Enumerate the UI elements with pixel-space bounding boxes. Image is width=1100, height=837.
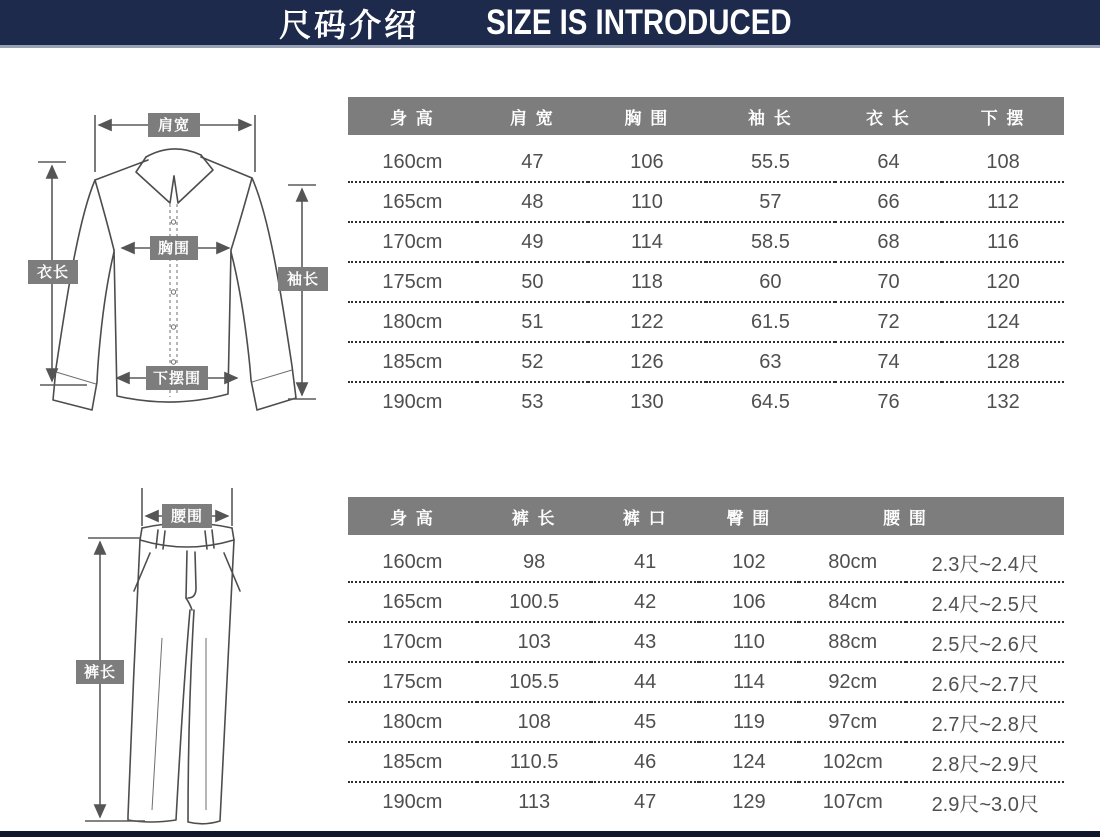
table-cell: 97cm — [799, 701, 906, 741]
col-sleeve-length: 袖 长 — [706, 97, 835, 143]
table-cell: 88cm — [799, 621, 906, 661]
table-cell: 58.5 — [706, 221, 835, 261]
table-cell: 92cm — [799, 661, 906, 701]
table-header-row — [348, 497, 1064, 543]
table-cell: 61.5 — [706, 301, 835, 341]
table-cell: 50 — [477, 261, 588, 301]
hem-measure — [117, 366, 237, 390]
table-cell: 45 — [591, 701, 698, 741]
table-cell: 113 — [477, 781, 592, 821]
shoulder-width-label: 肩宽 — [157, 117, 191, 134]
table-cell: 185cm — [348, 741, 477, 781]
table-cell: 112 — [942, 181, 1064, 221]
table-cell: 175cm — [348, 661, 477, 701]
table-cell: 160cm — [382, 150, 443, 173]
pants-size-table — [348, 497, 1064, 821]
table-cell: 122 — [588, 301, 706, 341]
table-cell: 119 — [699, 701, 799, 741]
pants-measurement-diagram — [0, 458, 350, 837]
table-cell: 102cm — [799, 741, 906, 781]
table-cell: 76 — [835, 381, 942, 421]
shoulder-width-measure — [95, 113, 255, 172]
table-cell: 41 — [633, 550, 657, 573]
bottom-divider-bar — [0, 831, 1100, 837]
table-cell: 103 — [477, 621, 592, 661]
table-cell: 72 — [835, 301, 942, 341]
col-hem: 下 摆 — [942, 97, 1064, 143]
table-cell: 2.8尺~2.9尺 — [906, 741, 1064, 781]
table-cell: 43 — [591, 621, 698, 661]
table-row — [348, 143, 1064, 181]
table-cell: 2.7尺~2.8尺 — [906, 701, 1064, 741]
table-cell: 170cm — [348, 621, 477, 661]
table-cell: 80cm — [828, 550, 878, 573]
table-row — [348, 621, 1064, 661]
table-row — [348, 301, 1064, 341]
title-chinese: 尺码介绍 — [279, 6, 420, 43]
table-cell: 106 — [699, 581, 799, 621]
table-cell: 126 — [588, 341, 706, 381]
table-cell: 185cm — [348, 341, 477, 381]
table-cell: 132 — [942, 381, 1064, 421]
col-pants-length: 裤 长 — [477, 497, 592, 543]
table-cell: 118 — [588, 261, 706, 301]
table-cell: 180cm — [348, 301, 477, 341]
table-cell: 175cm — [348, 261, 477, 301]
table-cell: 120 — [942, 261, 1064, 301]
table-cell: 55.5 — [750, 150, 790, 173]
sleeve-length-measure — [278, 185, 328, 399]
table-cell: 190cm — [348, 781, 477, 821]
table-row — [348, 741, 1064, 781]
table-row — [348, 221, 1064, 261]
table-cell: 180cm — [348, 701, 477, 741]
title-english: SIZE IS INTRODUCED — [486, 2, 792, 42]
garment-length-measure — [28, 162, 87, 385]
col-garment-length: 衣 长 — [835, 97, 942, 143]
table-cell: 57 — [706, 181, 835, 221]
table-cell: 48 — [477, 181, 588, 221]
table-cell: 124 — [942, 301, 1064, 341]
table-cell: 114 — [699, 661, 799, 701]
shirt-measurement-diagram — [0, 60, 350, 420]
table-cell: 165cm — [348, 181, 477, 221]
table-row — [348, 701, 1064, 741]
shirt-size-table — [348, 97, 1064, 421]
col-hip: 臀 围 — [699, 497, 799, 543]
waist-measure — [142, 488, 232, 528]
table-cell: 2.6尺~2.7尺 — [906, 661, 1064, 701]
table-cell: 110 — [699, 621, 799, 661]
table-cell: 84cm — [799, 581, 906, 621]
pants-outline-drawing — [128, 523, 240, 824]
table-cell: 68 — [835, 221, 942, 261]
table-cell: 124 — [699, 741, 799, 781]
table-cell: 110 — [588, 181, 706, 221]
table-cell: 160cm — [382, 550, 443, 573]
table-cell: 47 — [591, 781, 698, 821]
table-cell: 107cm — [799, 781, 906, 821]
table-cell: 114 — [588, 221, 706, 261]
col-waist: 腰 围 — [799, 497, 1064, 543]
table-cell: 100.5 — [477, 581, 592, 621]
col-shoulder-width: 肩 宽 — [477, 97, 588, 143]
table-cell: 2.4尺~2.5尺 — [906, 581, 1064, 621]
pants-length-label: 裤长 — [83, 664, 117, 681]
table-cell: 64.5 — [706, 381, 835, 421]
hem-label: 下摆围 — [152, 370, 202, 387]
table-cell: 128 — [942, 341, 1064, 381]
table-cell: 105.5 — [477, 661, 592, 701]
pants-length-measure — [76, 538, 145, 821]
table-row — [348, 661, 1064, 701]
table-cell: 66 — [835, 181, 942, 221]
table-row — [348, 261, 1064, 301]
table-cell: 190cm — [348, 381, 477, 421]
chest-label: 胸围 — [157, 240, 191, 257]
chest-measure — [122, 236, 229, 260]
col-chest: 胸 围 — [588, 97, 706, 143]
table-cell: 52 — [477, 341, 588, 381]
col-height: 身 高 — [348, 497, 477, 543]
table-cell: 44 — [591, 661, 698, 701]
table-cell: 2.9尺~3.0尺 — [906, 781, 1064, 821]
waist-label: 腰围 — [170, 508, 204, 525]
table-cell: 116 — [942, 221, 1064, 261]
table-cell: 70 — [835, 261, 942, 301]
table-row — [348, 781, 1064, 821]
table-cell: 98 — [523, 550, 546, 573]
table-cell: 46 — [591, 741, 698, 781]
table-cell: 51 — [477, 301, 588, 341]
table-row — [348, 381, 1064, 421]
table-cell: 129 — [699, 781, 799, 821]
col-leg-opening: 裤 口 — [591, 497, 698, 543]
table-cell: 2.3尺~2.4尺 — [931, 553, 1039, 576]
shirt-table-header — [348, 97, 1064, 143]
table-cell: 102 — [732, 550, 766, 573]
title-banner — [0, 0, 1100, 48]
table-row — [348, 341, 1064, 381]
table-header-row — [348, 97, 1064, 143]
table-cell: 108 — [477, 701, 592, 741]
table-cell: 63 — [706, 341, 835, 381]
shirt-table-body — [348, 143, 1064, 421]
table-cell: 170cm — [348, 221, 477, 261]
table-row — [348, 543, 1064, 581]
table-cell: 2.5尺~2.6尺 — [906, 621, 1064, 661]
pants-table-body — [348, 543, 1064, 821]
table-row — [348, 181, 1064, 221]
table-cell: 110.5 — [477, 741, 592, 781]
table-cell: 60 — [706, 261, 835, 301]
table-cell: 42 — [591, 581, 698, 621]
table-cell: 165cm — [348, 581, 477, 621]
table-cell: 47 — [521, 150, 544, 173]
table-cell: 106 — [630, 150, 664, 173]
col-height: 身 高 — [348, 97, 477, 143]
table-cell: 49 — [477, 221, 588, 261]
sleeve-length-label: 袖长 — [286, 271, 320, 288]
table-cell: 64 — [877, 150, 900, 173]
table-cell: 53 — [477, 381, 588, 421]
garment-length-label: 衣长 — [36, 264, 70, 281]
table-row — [348, 581, 1064, 621]
table-cell: 108 — [986, 150, 1020, 173]
pants-table-header — [348, 497, 1064, 543]
table-cell: 74 — [835, 341, 942, 381]
table-cell: 130 — [588, 381, 706, 421]
